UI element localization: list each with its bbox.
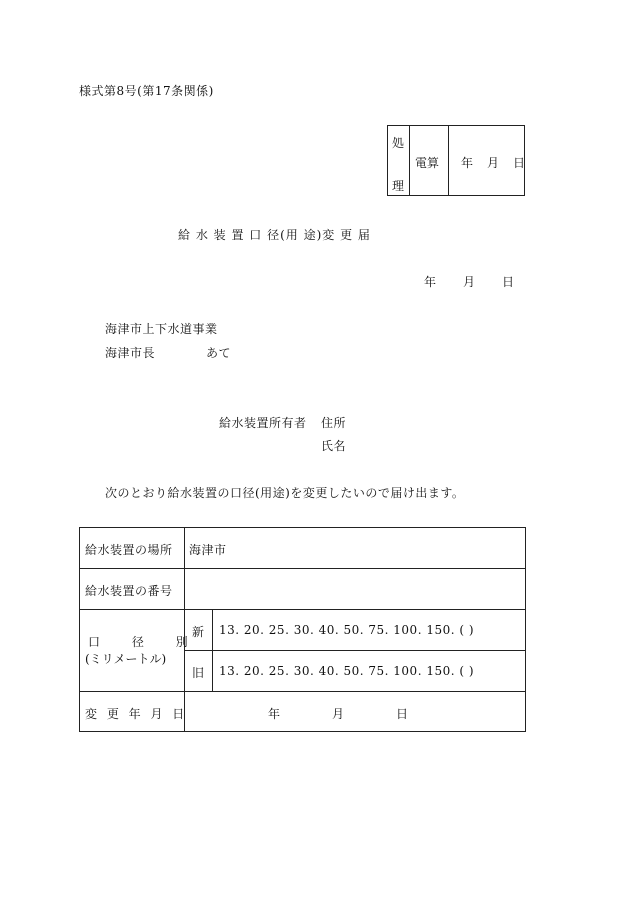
diameter-unit: (ミリメートル) <box>85 652 167 666</box>
old-label: 旧 <box>192 666 205 680</box>
change-year[interactable]: 年 <box>268 707 281 721</box>
number-label: 給水装置の番号 <box>85 584 173 598</box>
change-month[interactable]: 月 <box>332 707 345 721</box>
processing-day: 日 <box>513 156 526 170</box>
processing-char-2: 理 <box>392 179 405 193</box>
statement: 次のとおり給水装置の口径(用途)を変更したいので届け出ます。 <box>105 486 465 500</box>
change-date-label: 変 更 年 月 日 <box>85 707 188 721</box>
submit-day: 日 <box>502 275 515 289</box>
location-label: 給水装置の場所 <box>85 543 173 557</box>
row-divider-4 <box>80 691 525 692</box>
processing-year: 年 <box>461 156 474 170</box>
form-number: 様式第8号(第17条関係) <box>79 84 214 98</box>
column-divider-1 <box>184 528 185 731</box>
new-label: 新 <box>192 625 205 639</box>
document-title: 給 水 装 置 口 径(用 途)変 更 届 <box>178 228 371 242</box>
processing-box <box>387 125 525 196</box>
processing-char-1: 処 <box>392 136 405 150</box>
row-divider-1 <box>80 568 525 569</box>
processing-date-cell <box>449 126 524 195</box>
old-diameter-options[interactable]: 13. 20. 25. 30. 40. 50. 75. 100. 150. ( ) <box>219 664 475 678</box>
address-label: 住所 <box>321 416 347 430</box>
row-divider-3 <box>184 650 525 651</box>
change-day[interactable]: 日 <box>396 707 409 721</box>
application-table <box>79 527 526 732</box>
submit-month: 月 <box>463 275 476 289</box>
submit-year: 年 <box>424 275 437 289</box>
applicant-label: 給水装置所有者 <box>219 416 307 430</box>
row-divider-2 <box>80 609 525 610</box>
computer-cell <box>410 126 449 195</box>
new-diameter-options[interactable]: 13. 20. 25. 30. 40. 50. 75. 100. 150. ( ) <box>219 623 475 637</box>
recipient-line-1: 海津市上下水道事業 <box>105 322 218 336</box>
recipient-line-2: 海津市長 <box>105 346 156 360</box>
processing-label-cell <box>388 126 410 195</box>
column-divider-2 <box>212 609 213 691</box>
computer-label: 電算 <box>415 156 440 170</box>
name-label: 氏名 <box>321 439 347 453</box>
diameter-label: 口 径 別 <box>88 635 202 649</box>
recipient-honorific: あて <box>206 346 232 360</box>
processing-month: 月 <box>487 156 500 170</box>
location-value[interactable]: 海津市 <box>189 543 227 557</box>
